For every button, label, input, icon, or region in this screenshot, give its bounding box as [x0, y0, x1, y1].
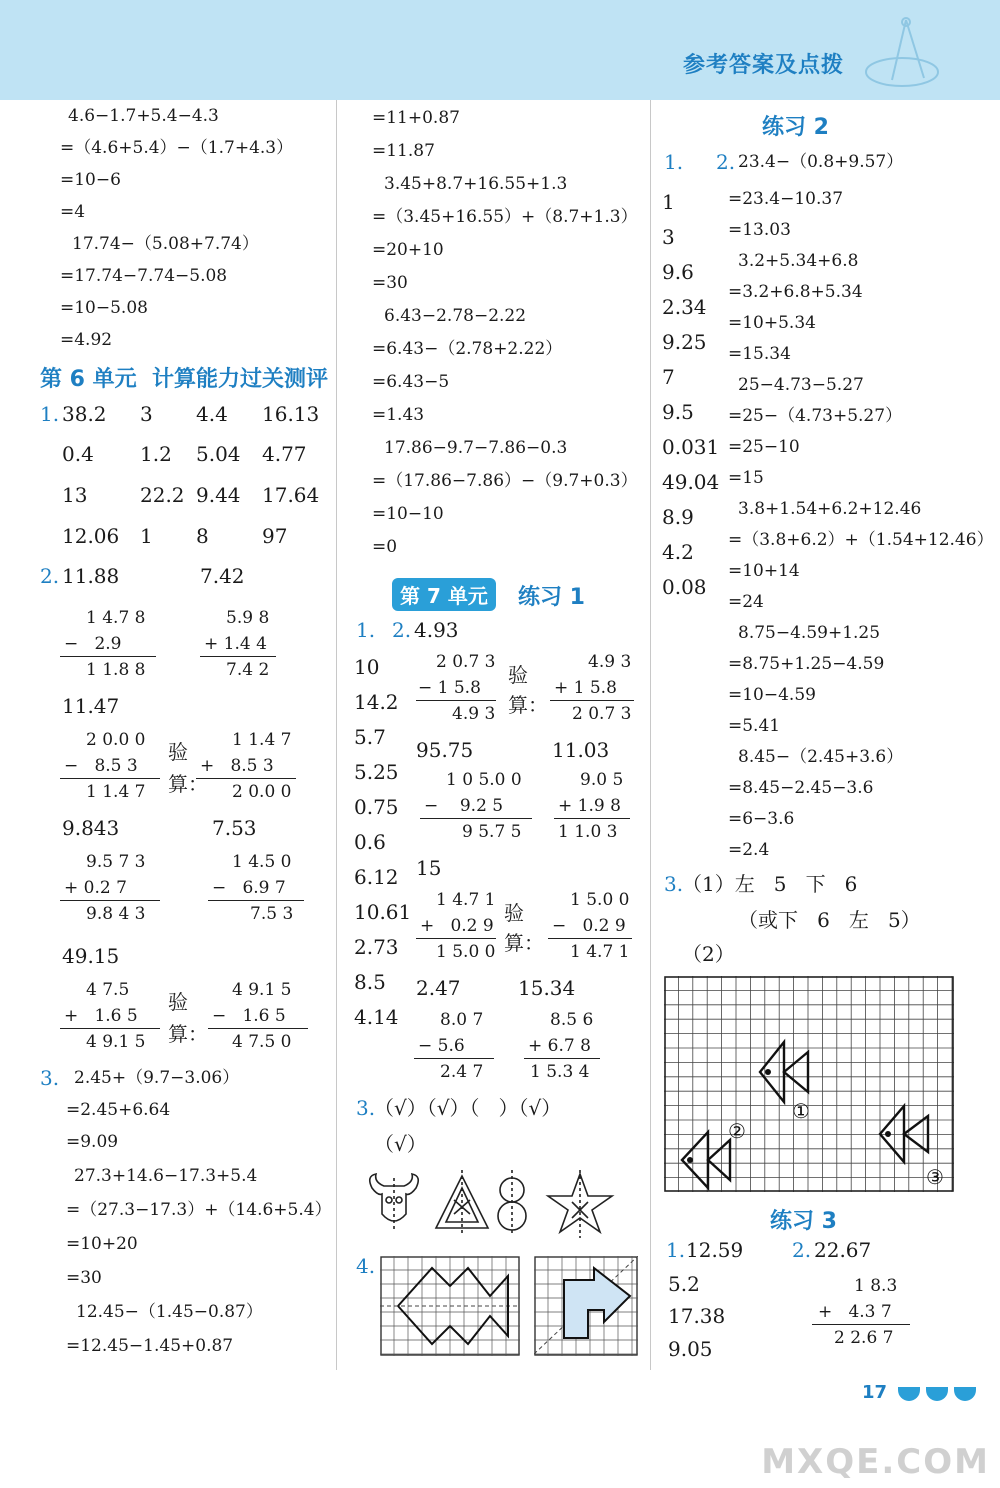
calc-rule — [548, 938, 632, 939]
answer-list-item: 3 — [662, 225, 675, 249]
practice-3-title: 练习 3 — [770, 1209, 837, 1234]
answer-list-item: 0.031 — [662, 435, 720, 459]
question-label: 1. — [356, 618, 376, 642]
calc-line: =4.92 — [60, 330, 113, 350]
vertical-calc: − 2.9 — [64, 634, 122, 654]
answer-list-item: 6.12 — [354, 865, 399, 889]
vertical-calc: 2 0.7 3 — [572, 704, 632, 724]
vertical-calc: + 0.2 9 — [420, 916, 494, 936]
calc-rule — [60, 900, 160, 901]
grid-mark-2: ② — [728, 1119, 746, 1143]
vertical-calc: 9.5 7 3 — [86, 852, 146, 872]
calc-line: =25−（4.73+5.27） — [728, 406, 903, 426]
question-label: 2. — [392, 618, 412, 642]
calc-line: 17.86−9.7−7.86−0.3 — [384, 438, 568, 458]
answer-value: 95.75 — [416, 738, 474, 762]
question-label: 1. — [666, 1238, 686, 1262]
vertical-calc: 2 0.0 0 — [86, 730, 146, 750]
grid-mark-3: ③ — [926, 1165, 944, 1189]
answer-list-item: 2.34 — [662, 295, 707, 319]
vertical-calc: 8.0 7 — [440, 1010, 484, 1030]
calc-line: =11.87 — [372, 141, 435, 161]
answer-cell: 17.64 — [262, 483, 320, 507]
calc-line: 12.45−（1.45−0.87） — [76, 1302, 263, 1322]
answer-value: 4.93 — [414, 618, 459, 642]
vertical-calc: 4.9 3 — [452, 704, 496, 724]
answer-list-item: 2.73 — [354, 935, 399, 959]
answer-cell: 0.4 — [62, 442, 94, 466]
answer-list-item: 9.6 — [662, 260, 694, 284]
vertical-calc: 1 1.4 7 — [232, 730, 292, 750]
vertical-calc: 9 5.7 5 — [462, 822, 522, 842]
compass-icon — [862, 14, 942, 94]
calc-line: =8.75+1.25−4.59 — [728, 654, 885, 674]
calc-rule — [208, 900, 304, 901]
calc-line: =5.41 — [728, 716, 781, 736]
answer-cell: 8 — [196, 524, 209, 548]
vertical-calc: 1 5.3 4 — [530, 1062, 590, 1082]
vertical-calc: 4 9.1 5 — [86, 1032, 146, 1052]
question-label: 3. — [664, 872, 684, 896]
header-title: 参考答案及点拨 — [682, 53, 844, 78]
calc-line: 17.74−（5.08+7.74） — [72, 234, 259, 254]
calc-rule — [524, 1058, 600, 1059]
answer-list-item: 5.25 — [354, 760, 399, 784]
answer-list-item: 14.2 — [354, 690, 399, 714]
vertical-calc: 1 4.5 0 — [232, 852, 292, 872]
vertical-calc: 7.4 2 — [226, 660, 270, 680]
answer-list-item: 0.6 — [354, 830, 386, 854]
calc-line: =30 — [66, 1268, 102, 1288]
answer-cell: 1.2 — [140, 442, 172, 466]
calc-line: =（27.3−17.3）+（14.6+5.4） — [66, 1200, 332, 1220]
answer-list-item: 5.7 — [354, 725, 386, 749]
grid-mark-1: ① — [792, 1099, 810, 1123]
calc-line: =（4.6+5.4）−（1.7+4.3） — [60, 138, 294, 158]
answer-cell: 13 — [62, 483, 88, 507]
triangle-figure-icon — [436, 1170, 488, 1236]
vertical-calc: 4 7.5 0 — [232, 1032, 292, 1052]
answer-cell: 12.06 — [62, 524, 120, 548]
calc-line: =6.43−5 — [372, 372, 450, 392]
page-header — [0, 0, 1000, 100]
vertical-calc: 5.9 8 — [226, 608, 270, 628]
answer-list-item: 0.75 — [354, 795, 399, 819]
vertical-calc: − 1.6 5 — [212, 1006, 286, 1026]
calc-line: 3.2+5.34+6.8 — [738, 251, 859, 271]
vertical-calc: + 1.9 8 — [558, 796, 621, 816]
judgement-marks: （√）（√）（ ）（√） — [374, 1096, 562, 1120]
calc-line: 25−4.73−5.27 — [738, 375, 864, 395]
calc-rule — [60, 656, 156, 657]
vertical-calc: 4 9.1 5 — [232, 980, 292, 1000]
column-divider — [336, 100, 337, 1370]
vertical-calc: 2 0.7 3 — [436, 652, 496, 672]
answer-value: 2.47 — [416, 976, 461, 1000]
calc-line: =15.34 — [728, 344, 791, 364]
answer-cell: 97 — [262, 524, 288, 548]
vertical-calc: 1 1.4 7 — [86, 782, 146, 802]
calc-line: =10−6 — [60, 170, 121, 190]
answer-list-item: 12.59 — [686, 1238, 744, 1262]
grid-drawing-left — [380, 1256, 520, 1356]
calc-line: =30 — [372, 273, 408, 293]
answer-list-item: 9.05 — [668, 1337, 713, 1361]
vertical-calc: − 5.6 — [418, 1036, 465, 1056]
answer-cell: 16.13 — [262, 402, 320, 426]
vertical-calc: − 1 5.8 — [418, 678, 481, 698]
answer-list-item: 8.5 — [354, 970, 386, 994]
question-label: 2. — [40, 564, 60, 588]
check-label: 验算： — [168, 740, 208, 796]
answer-text: （2） — [682, 942, 735, 966]
vertical-calc: + 8.5 3 — [200, 756, 274, 776]
vertical-calc: 9.0 5 — [580, 770, 624, 790]
vertical-calc: 8.5 6 — [550, 1010, 594, 1030]
answer-text: （或下 6 左 5） — [738, 908, 921, 932]
answer-cell: 5.04 — [196, 442, 241, 466]
vertical-calc: 1 4.7 8 — [86, 608, 146, 628]
question-label: 3. — [40, 1066, 60, 1090]
calc-line: =3.2+6.8+5.34 — [728, 282, 863, 302]
calc-line: =2.45+6.64 — [66, 1100, 171, 1120]
calc-line: 23.4−（0.8+9.57） — [738, 152, 904, 172]
ox-head-icon — [370, 1174, 419, 1230]
calc-rule — [60, 778, 160, 779]
vertical-calc: 2 2.6 7 — [834, 1328, 894, 1348]
vertical-calc: 1 5.0 0 — [436, 942, 496, 962]
calc-line: 8.75−4.59+1.25 — [738, 623, 881, 643]
calc-line: =10+20 — [66, 1234, 138, 1254]
calc-rule — [416, 700, 496, 701]
vertical-calc: 1 0 5.0 0 — [446, 770, 522, 790]
vertical-calc: − 8.5 3 — [64, 756, 138, 776]
answer-value: 49.15 — [62, 944, 120, 968]
calc-line: =（17.86−7.86）−（9.7+0.3） — [372, 471, 638, 491]
calc-line: =13.03 — [728, 220, 791, 240]
answer-value: 11.47 — [62, 694, 120, 718]
answer-list-item: 49.04 — [662, 470, 720, 494]
vertical-calc: 1 4.7 1 — [436, 890, 496, 910]
calc-line: 6.43−2.78−2.22 — [384, 306, 527, 326]
calc-rule — [812, 1324, 910, 1325]
answer-value: 11.88 — [62, 564, 120, 588]
figure-eight-icon — [498, 1170, 526, 1236]
answer-cell: 4.4 — [196, 402, 228, 426]
question-label: 1. — [664, 150, 684, 174]
translation-grid — [664, 976, 954, 1192]
star-figure-icon — [548, 1170, 612, 1238]
vertical-calc: − 9.2 5 — [424, 796, 504, 816]
answer-value: 9.843 — [62, 816, 120, 840]
calc-line: 27.3+14.6−17.3+5.4 — [74, 1166, 258, 1186]
calc-line: =20+10 — [372, 240, 444, 260]
calc-line: =（3.45+16.55）+（8.7+1.3） — [372, 207, 638, 227]
calc-line: =17.74−7.74−5.08 — [60, 266, 228, 286]
vertical-calc: + 1.4 4 — [204, 634, 267, 654]
vertical-calc: 4.9 3 — [588, 652, 632, 672]
answer-cell: 3 — [140, 402, 153, 426]
answer-value: 7.42 — [200, 564, 245, 588]
unit-6-title: 第 6 单元 计算能力过关测评 — [40, 367, 328, 392]
unit-7-tag: 第 7 单元 — [392, 578, 496, 611]
calc-rule — [414, 1058, 494, 1059]
vertical-calc: − 0.2 9 — [552, 916, 626, 936]
footer-decoration — [898, 1386, 982, 1405]
calc-line: 8.45−（2.45+3.6） — [738, 747, 904, 767]
calc-line: =4 — [60, 202, 86, 222]
calc-line: =12.45−1.45+0.87 — [66, 1336, 234, 1356]
answer-cell: 9.44 — [196, 483, 241, 507]
calc-rule — [200, 656, 276, 657]
question-label: 2. — [716, 150, 736, 174]
answer-value: 11.03 — [552, 738, 610, 762]
calc-line: =24 — [728, 592, 764, 612]
calc-line: =1.43 — [372, 405, 425, 425]
calc-line: =10−4.59 — [728, 685, 816, 705]
calc-line: 3.45+8.7+16.55+1.3 — [384, 174, 568, 194]
calc-line: 3.8+1.54+6.2+12.46 — [738, 499, 922, 519]
calc-rule — [416, 938, 496, 939]
page-number: 17 — [862, 1382, 888, 1403]
question-label: 4. — [356, 1254, 376, 1278]
vertical-calc: 1 5.0 0 — [570, 890, 630, 910]
vertical-calc: + 0.2 7 — [64, 878, 127, 898]
answer-list-item: 4.14 — [354, 1005, 399, 1029]
grid-drawing-right — [534, 1256, 638, 1356]
vertical-calc: + 1 5.8 — [554, 678, 617, 698]
check-label: 验算： — [508, 663, 548, 717]
calc-rule — [550, 700, 634, 701]
answer-list-item: 4.2 — [662, 540, 694, 564]
answer-list-item: 5.2 — [668, 1272, 700, 1296]
vertical-calc: 4 7.5 — [86, 980, 130, 1000]
vertical-calc: + 4.3 7 — [818, 1302, 892, 1322]
answer-value: 15 — [416, 856, 442, 880]
answer-list-item: 17.38 — [668, 1304, 726, 1328]
calc-line: 2.45+（9.7−3.06） — [74, 1068, 240, 1088]
calc-line: =10−10 — [372, 504, 444, 524]
answer-value: 22.67 — [814, 1238, 872, 1262]
answer-value: 15.34 — [518, 976, 576, 1000]
answer-cell: 38.2 — [62, 402, 107, 426]
check-label: 验算： — [168, 990, 208, 1046]
calc-rule — [420, 818, 532, 819]
column-divider — [650, 100, 651, 1370]
calc-line: =2.4 — [728, 840, 770, 860]
answer-value: 7.53 — [212, 816, 257, 840]
answer-cell: 1 — [140, 524, 153, 548]
calc-line: 4.6−1.7+5.4−4.3 — [68, 106, 219, 126]
vertical-calc: + 1.6 5 — [64, 1006, 138, 1026]
answer-list-item: 8.9 — [662, 505, 694, 529]
vertical-calc: 1 8.3 — [854, 1276, 898, 1296]
calc-rule — [208, 1028, 308, 1029]
practice-1-title: 练习 1 — [518, 585, 585, 610]
calc-line: =6.43−（2.78+2.22） — [372, 339, 563, 359]
question-label: 2. — [792, 1238, 812, 1262]
calc-rule — [554, 818, 630, 819]
vertical-calc: 9.8 4 3 — [86, 904, 146, 924]
calc-line: =10+14 — [728, 561, 800, 581]
practice-2-title: 练习 2 — [762, 115, 829, 140]
calc-line: =0 — [372, 537, 398, 557]
calc-line: =23.4−10.37 — [728, 189, 844, 209]
answer-list-item: 1 — [662, 190, 675, 214]
vertical-calc: 7.5 3 — [250, 904, 294, 924]
calc-line: =15 — [728, 468, 764, 488]
watermark: MXQE.COM — [761, 1442, 990, 1482]
calc-line: =11+0.87 — [372, 108, 460, 128]
answer-list-item: 0.08 — [662, 575, 707, 599]
calc-line: =10+5.34 — [728, 313, 816, 333]
check-label: 验算： — [504, 901, 544, 955]
vertical-calc: − 6.9 7 — [212, 878, 286, 898]
calc-line: =9.09 — [66, 1132, 119, 1152]
calc-line: =（3.8+6.2）+（1.54+12.46） — [728, 530, 994, 550]
calc-rule — [60, 1028, 160, 1029]
answer-list-item: 9.5 — [662, 400, 694, 424]
calc-line: =25−10 — [728, 437, 800, 457]
calc-line: =6−3.6 — [728, 809, 795, 829]
answer-list-item: 10.61 — [354, 900, 412, 924]
answer-list-item: 7 — [662, 365, 675, 389]
judgement-marks: （√） — [374, 1132, 427, 1156]
calc-line: =10−5.08 — [60, 298, 148, 318]
answer-cell: 22.2 — [140, 483, 185, 507]
answer-list-item: 10 — [354, 655, 380, 679]
question-label: 1. — [40, 402, 60, 426]
question-label: 3. — [356, 1096, 376, 1120]
symmetry-figures — [362, 1168, 622, 1240]
vertical-calc: + 6.7 8 — [528, 1036, 591, 1056]
answer-text: （1）左 5 下 6 — [682, 872, 858, 896]
answer-cell: 4.77 — [262, 442, 307, 466]
answer-list-item: 9.25 — [662, 330, 707, 354]
vertical-calc: 2 0.0 0 — [232, 782, 292, 802]
vertical-calc: 1 4.7 1 — [570, 942, 630, 962]
calc-rule — [196, 778, 296, 779]
vertical-calc: 1 1.8 8 — [86, 660, 146, 680]
vertical-calc: 2.4 7 — [440, 1062, 484, 1082]
calc-line: =8.45−2.45−3.6 — [728, 778, 874, 798]
vertical-calc: 1 1.0 3 — [558, 822, 618, 842]
